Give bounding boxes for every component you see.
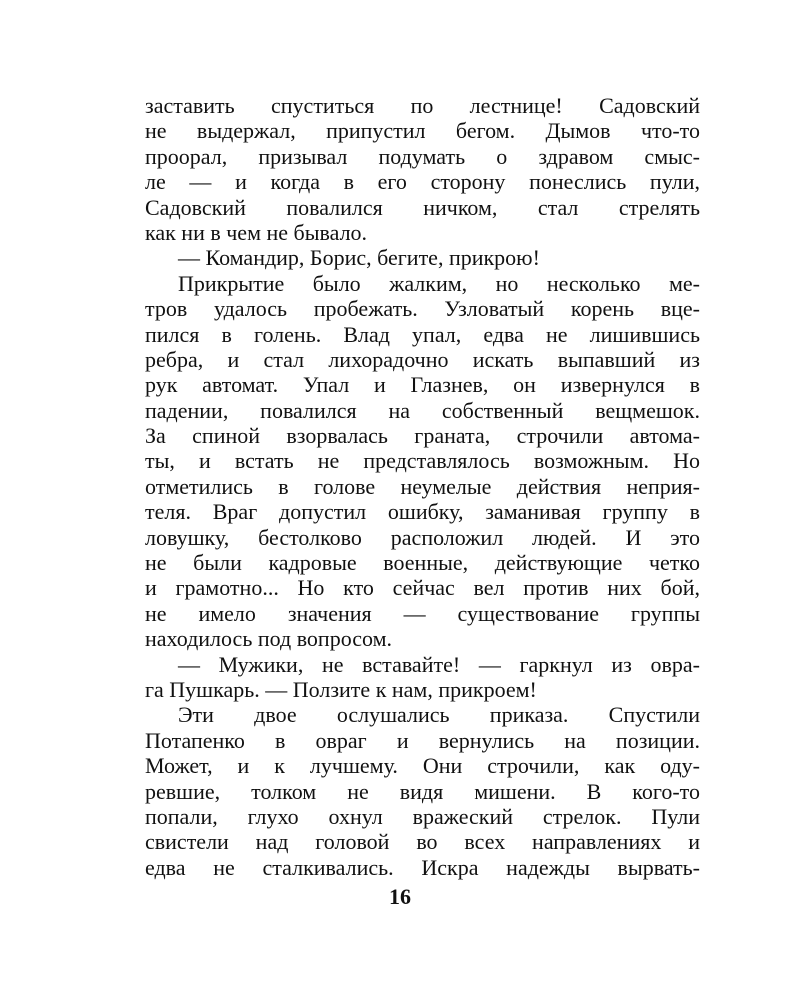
text-line: теля. Враг допустил ошибку, заманивая группу в [145,499,700,525]
text-line: ле — и когда в его сторону понеслись пули, [145,169,700,195]
text-line: как ни в чем не бывало. [145,219,368,245]
text-line: падении, повалился на собственный вещмешок. [145,397,700,423]
text-line: рук автомат. Упал и Глазнев, он извернулся в [145,372,700,398]
body-text [145,93,700,880]
text-line: — Мужики, не вставайте! — гаркнул из овра- [178,651,700,677]
text-line: попали, глухо охнул вражеский стрелок. Пули [145,803,700,829]
text-line: тров удалось пробежать. Узловатый корень вце- [145,296,700,322]
page-number: 16 [389,884,411,909]
text-line: Прикрытие было жалким, но несколько ме- [178,270,700,296]
text-line: Потапенко в овраг и вернулись на позиции. [145,727,700,753]
text-line: ловушку, бестолково расположил людей. И это [145,524,700,550]
text-line: не выдержал, припустил бегом. Дымов что-то [145,118,700,144]
text-line: га Пушкарь. — Ползите к нам, прикроем! [145,676,537,702]
text-line: ревшие, толком не видя мишени. В кого-то [145,778,700,804]
text-line: Эти двое ослушались приказа. Спустили [178,702,700,728]
text-line: проорал, призывал подумать о здравом смыс- [145,143,700,169]
text-line: Может, и к лучшему. Они строчили, как оду- [145,753,700,779]
text-line: пился в голень. Влад упал, едва не лишившись [145,321,700,347]
text-line: ребра, и стал лихорадочно искать выпавший из [145,346,700,372]
text-line: — Командир, Борис, бегите, прикрою! [178,245,540,271]
text-line: не были кадровые военные, действующие четко [145,550,700,576]
text-line: свистели над головой во всех направлениях и [145,829,700,855]
text-line: находилось под вопросом. [145,626,393,652]
text-line: отметились в голове неумелые действия неприя- [145,473,700,499]
text-line: не имело значения — существование группы [145,600,700,626]
text-line: Садовский повалился ничком, стал стрелять [145,194,700,220]
text-line: едва не сталкивались. Искра надежды вырвать- [145,854,700,880]
text-line: заставить спуститься по лестнице! Садовский [145,93,700,118]
text-line: и грамотно... Но кто сейчас вел против них бой, [145,575,700,601]
text-line: За спиной взорвалась граната, строчили автома- [145,423,700,449]
text-line: ты, и встать не представлялось возможным. Но [145,448,700,474]
